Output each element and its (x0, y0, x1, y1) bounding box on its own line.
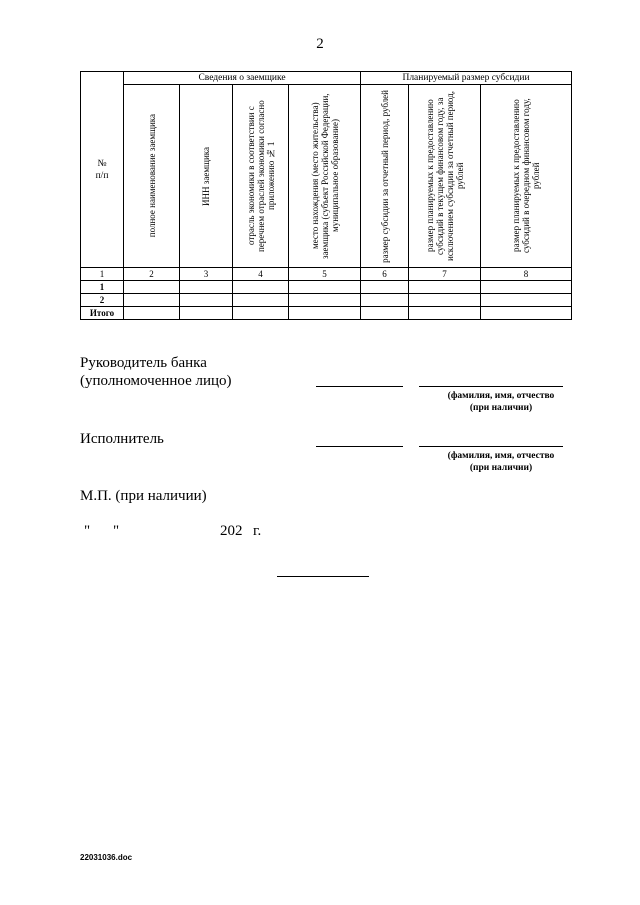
head-name-line (419, 386, 563, 387)
column-number-row: 1 2 3 4 5 6 7 8 (81, 268, 572, 281)
table-row: 1 (81, 281, 572, 294)
col-header-name: полное наименование заемщика (124, 85, 180, 268)
table-row-total: Итого (81, 307, 572, 320)
date-close-quote: " (113, 523, 120, 539)
col-header-inn: ИНН заемщика (180, 85, 233, 268)
head-signature-line (316, 386, 403, 387)
date-open-quote: " (84, 523, 91, 539)
separator-line (277, 576, 369, 577)
page-number: 2 (316, 36, 324, 52)
file-name: 22031036.doc (80, 853, 133, 862)
col-header-number: № п/п (81, 72, 124, 268)
col-header-industry: отрасль экономики в соответствии с перечнем отраслей экономики согласно приложению № 1 (233, 85, 289, 268)
date-year-suffix: г. (253, 523, 262, 539)
group-header-borrower: Сведения о заемщике (124, 72, 361, 85)
stamp-label: М.П. (при наличии) (80, 488, 207, 504)
head-of-bank-label: Руководитель банка (уполномоченное лицо) (80, 355, 232, 389)
col-header-location: место нахождения (место жительства) заемщика (субъект Российской Федерации, муниципальное образование) (289, 85, 361, 268)
date-year: 202 (220, 523, 243, 539)
col-header-subsidy-current-year: размер планируемых к предоставлению субсидий в текущем финансовом году, за исключением субсидии за отчетный период, рублей (409, 85, 481, 268)
table-row: 2 (81, 294, 572, 307)
group-header-subsidy: Планируемый размер субсидии (361, 72, 572, 85)
executor-name-hint: (фамилия, имя, отчество (при наличии) (447, 451, 555, 473)
col-header-subsidy-period: размер субсидии за отчетный период, рублей (361, 85, 409, 268)
col-header-subsidy-next-year: размер планируемых к предоставлению субсидий в очередном финансовом году, рублей (481, 85, 572, 268)
head-name-hint: (фамилия, имя, отчество (при наличии) (447, 391, 555, 413)
executor-label: Исполнитель (80, 431, 164, 447)
executor-signature-line (316, 446, 403, 447)
executor-name-line (419, 446, 563, 447)
subsidy-table (80, 71, 572, 320)
